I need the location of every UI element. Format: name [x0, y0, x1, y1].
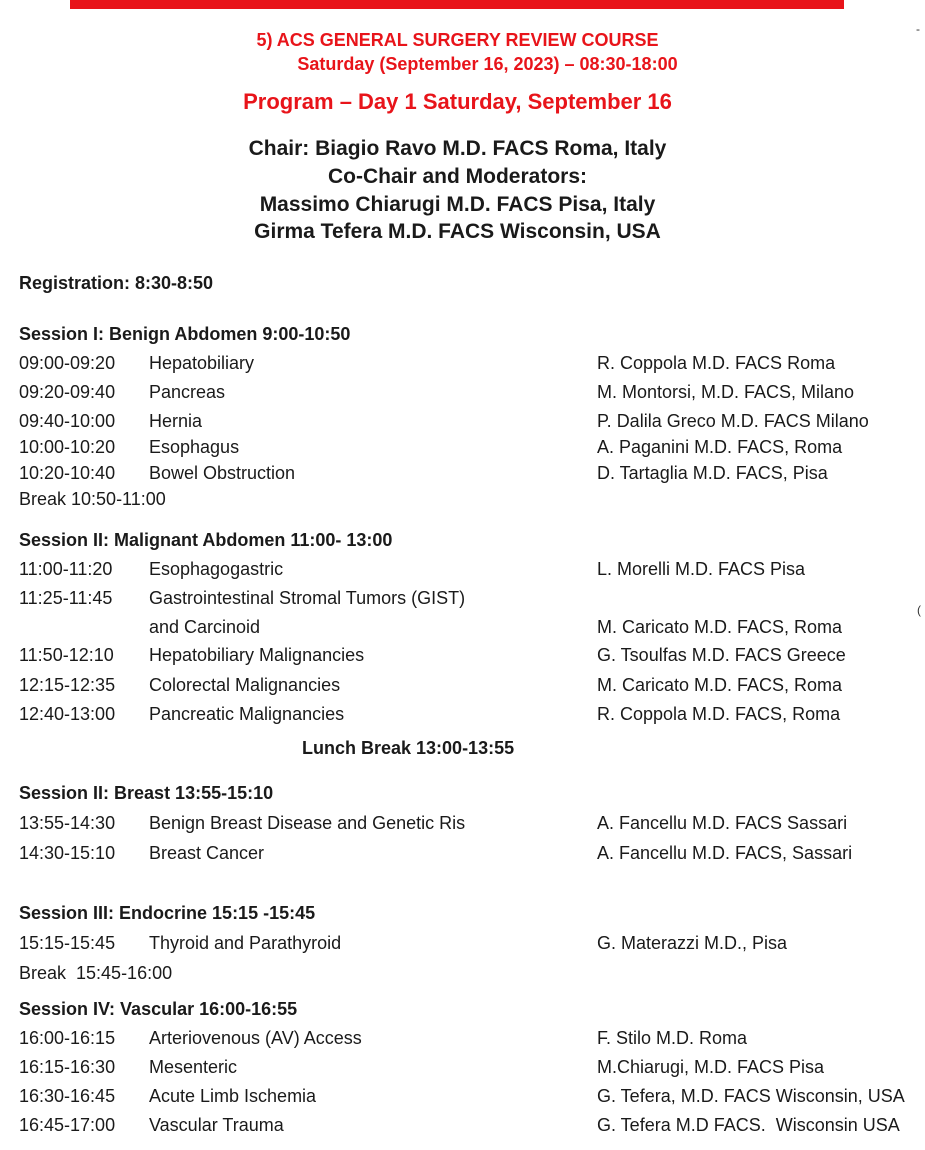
time-slot: 12:40-13:00 — [19, 704, 116, 724]
talk-topic: Colorectal Malignancies — [149, 675, 341, 695]
time-slot: 11:00-11:20 — [19, 559, 113, 579]
speaker: M. Caricato M.D. FACS, Roma — [597, 617, 843, 637]
time-slot: 13:55-14:30 — [19, 813, 116, 833]
talk-topic: Esophagogastric — [149, 559, 284, 579]
speaker: P. Dalila Greco M.D. FACS Milano — [597, 411, 869, 431]
cochair-heading: Co-Chair and Moderators: — [327, 165, 587, 188]
session-title: Session I: Benign Abdomen 9:00-10:50 — [19, 324, 351, 344]
talk-topic: Hepatobiliary — [149, 353, 255, 373]
time-slot: 09:00-09:20 — [19, 353, 116, 373]
speaker: L. Morelli M.D. FACS Pisa — [597, 559, 806, 579]
break-line: Break 15:45-16:00 — [19, 963, 173, 983]
margin-mark-mid: ( — [917, 603, 921, 617]
time-slot: 16:00-16:15 — [19, 1028, 116, 1048]
speaker: M. Montorsi, M.D. FACS, Milano — [597, 382, 855, 402]
program-title: Program – Day 1 Saturday, September 16 — [243, 89, 672, 114]
speaker: F. Stilo M.D. Roma — [597, 1028, 748, 1048]
session-title: Session III: Endocrine 15:15 -15:45 — [19, 903, 316, 923]
moderator-1: Massimo Chiarugi M.D. FACS Pisa, Italy — [259, 193, 656, 216]
time-slot: 11:50-12:10 — [19, 645, 114, 665]
time-slot: 10:00-10:20 — [19, 437, 116, 457]
time-slot: 15:15-15:45 — [19, 933, 116, 953]
talk-topic: Breast Cancer — [149, 843, 265, 863]
speaker: M.Chiarugi, M.D. FACS Pisa — [597, 1057, 825, 1077]
course-title: 5) ACS GENERAL SURGERY REVIEW COURSE — [256, 30, 659, 50]
lunch-break: Lunch Break 13:00-13:55 — [302, 738, 515, 758]
talk-topic: Acute Limb Ischemia — [149, 1086, 317, 1106]
time-slot: 11:25-11:45 — [19, 588, 113, 608]
speaker: G. Tefera, M.D. FACS Wisconsin, USA — [597, 1086, 905, 1106]
speaker: D. Tartaglia M.D. FACS, Pisa — [597, 463, 828, 483]
talk-topic: Vascular Trauma — [149, 1115, 284, 1135]
talk-topic-continued: and Carcinoid — [149, 617, 261, 637]
talk-topic: Arteriovenous (AV) Access — [149, 1028, 362, 1048]
chair-line: Chair: Biagio Ravo M.D. FACS Roma, Italy — [248, 137, 667, 160]
registration: Registration: 8:30-8:50 — [19, 273, 214, 293]
talk-topic: Benign Breast Disease and Genetic Ris — [149, 813, 466, 833]
course-date: Saturday (September 16, 2023) – 08:30-18:00 — [297, 54, 678, 74]
session-title: Session II: Malignant Abdomen 11:00- 13:00 — [19, 530, 393, 550]
time-slot: 16:30-16:45 — [19, 1086, 116, 1106]
speaker: A. Paganini M.D. FACS, Roma — [597, 437, 843, 457]
speaker: M. Caricato M.D. FACS, Roma — [597, 675, 843, 695]
top-red-bar — [70, 0, 844, 9]
speaker: A. Fancellu M.D. FACS Sassari — [597, 813, 848, 833]
time-slot: 09:40-10:00 — [19, 411, 116, 431]
talk-topic: Hernia — [149, 411, 203, 431]
talk-topic: Mesenteric — [149, 1057, 238, 1077]
speaker: G. Materazzi M.D., Pisa — [597, 933, 788, 953]
time-slot: 12:15-12:35 — [19, 675, 116, 695]
speaker: G. Tsoulfas M.D. FACS Greece — [597, 645, 846, 665]
moderator-2: Girma Tefera M.D. FACS Wisconsin, USA — [254, 220, 661, 243]
talk-topic: Esophagus — [149, 437, 240, 457]
speaker: A. Fancellu M.D. FACS, Sassari — [597, 843, 853, 863]
talk-topic: Bowel Obstruction — [149, 463, 296, 483]
talk-topic: Gastrointestinal Stromal Tumors (GIST) — [149, 588, 466, 608]
session-title: Session IV: Vascular 16:00-16:55 — [19, 999, 298, 1019]
speaker: R. Coppola M.D. FACS, Roma — [597, 704, 841, 724]
talk-topic: Thyroid and Parathyroid — [149, 933, 342, 953]
margin-mark-top: - — [916, 22, 920, 36]
time-slot: 14:30-15:10 — [19, 843, 116, 863]
time-slot: 10:20-10:40 — [19, 463, 116, 483]
talk-topic: Pancreatic Malignancies — [149, 704, 345, 724]
time-slot: 09:20-09:40 — [19, 382, 116, 402]
time-slot: 16:15-16:30 — [19, 1057, 116, 1077]
break-line: Break 10:50-11:00 — [19, 489, 166, 509]
talk-topic: Pancreas — [149, 382, 226, 402]
session-title: Session II: Breast 13:55-15:10 — [19, 783, 274, 803]
speaker: G. Tefera M.D FACS. Wisconsin USA — [597, 1115, 900, 1135]
time-slot: 16:45-17:00 — [19, 1115, 116, 1135]
talk-topic: Hepatobiliary Malignancies — [149, 645, 365, 665]
speaker: R. Coppola M.D. FACS Roma — [597, 353, 836, 373]
